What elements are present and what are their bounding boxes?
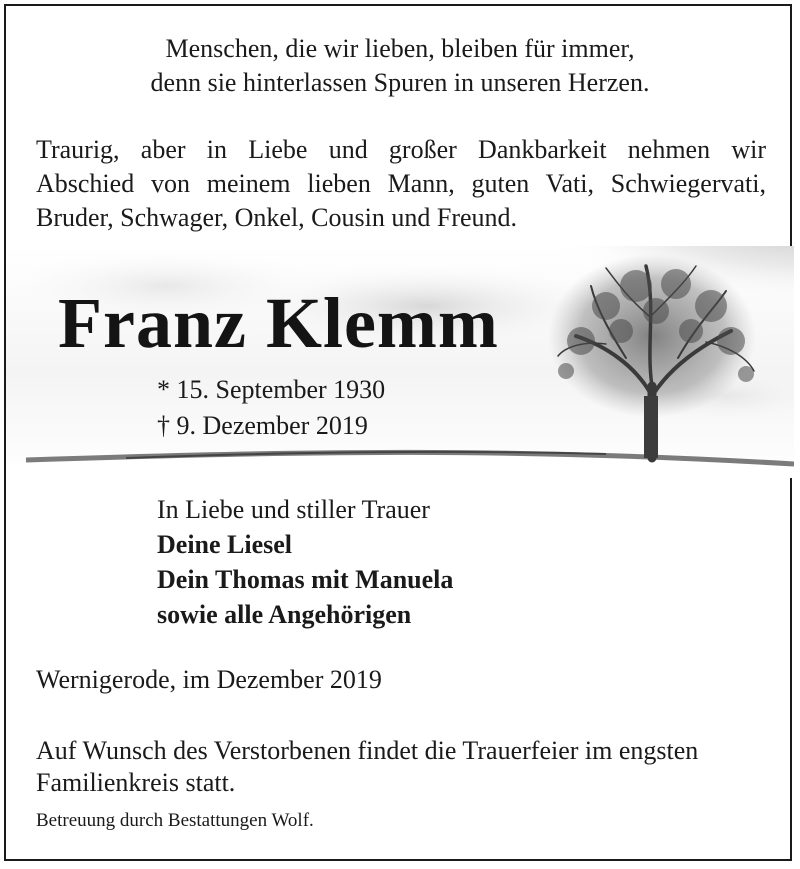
- intro-line-1: Traurig, aber in Liebe und großer Dankbarkeit nehmen wir: [36, 135, 766, 164]
- undertaker-credit: Betreuung durch Bestattungen Wolf.: [36, 810, 314, 831]
- intro-line-3: Bruder, Schwager, Onkel, Cousin und Freund.: [36, 203, 518, 232]
- mourner-name: sowie alle Angehörigen: [157, 600, 412, 629]
- deceased-name: Franz Klemm: [58, 283, 499, 363]
- notice-line-1: Auf Wunsch des Verstorbenen findet die Trauerfeier im engsten: [36, 736, 699, 765]
- mourners-intro: In Liebe und stiller Trauer: [157, 495, 430, 524]
- quote-line-2: denn sie hinterlassen Spuren in unseren Herzen.: [150, 68, 650, 97]
- death-date: † 9. Dezember 2019: [157, 411, 368, 440]
- notice-line-2: Familienkreis statt.: [36, 768, 236, 797]
- mourners-block: [157, 492, 453, 632]
- intro-text: [36, 133, 766, 235]
- mourner-name: Dein Thomas mit Manuela: [157, 565, 454, 594]
- mourner-name: Deine Liesel: [157, 530, 293, 559]
- quote-line-1: Menschen, die wir lieben, bleiben für immer,: [165, 34, 635, 63]
- birth-date: * 15. September 1930: [157, 375, 386, 404]
- intro-line-2: Abschied von meinem lieben Mann, guten Vati, Schwiegervati,: [36, 169, 766, 198]
- place-and-date: Wernigerode, im Dezember 2019: [36, 665, 382, 694]
